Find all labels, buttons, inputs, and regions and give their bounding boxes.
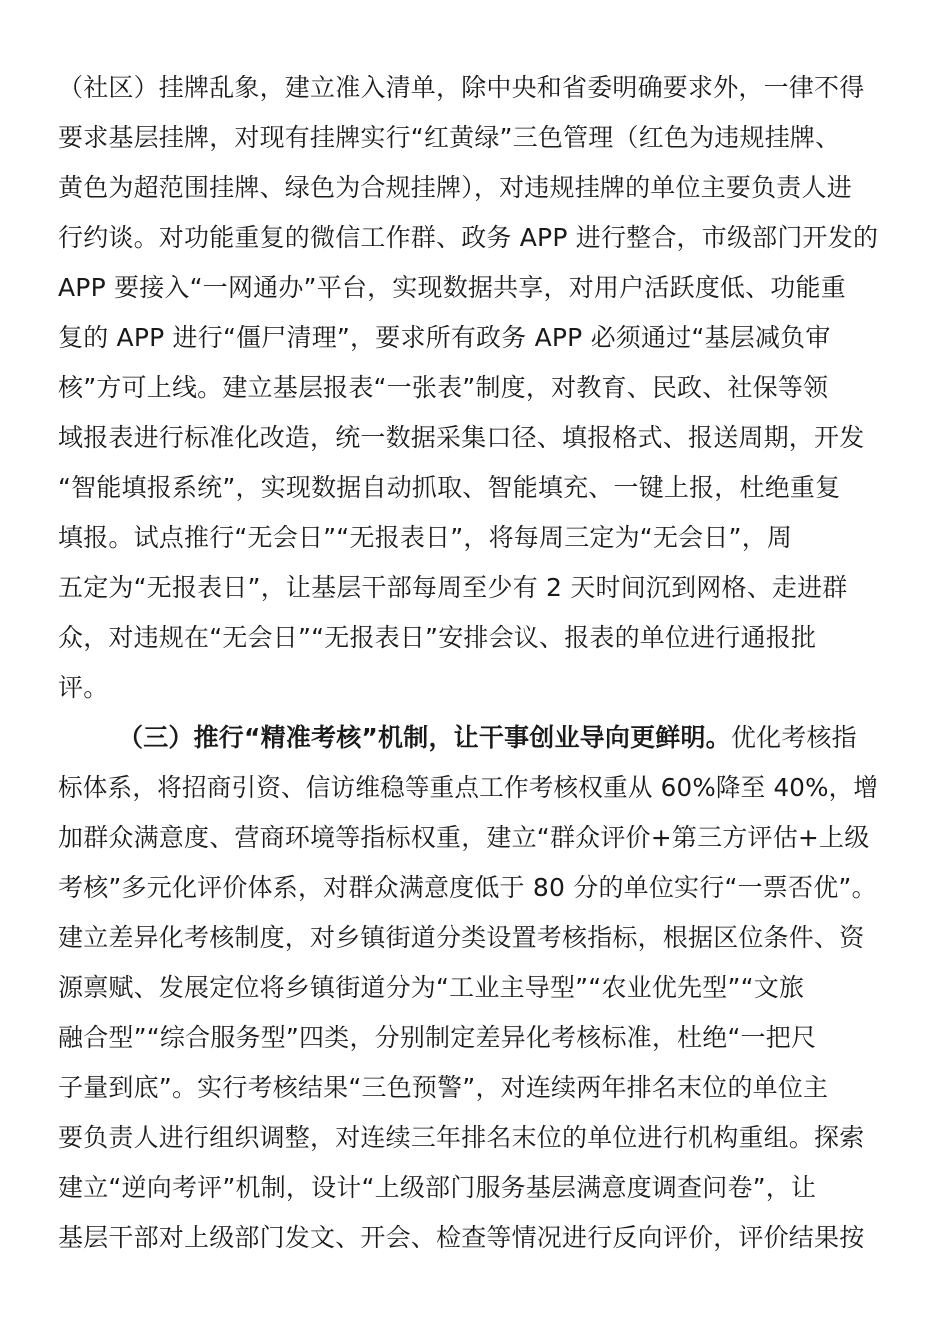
paragraph-line: 考核”多元化评价体系，对群众满意度低于 80 分的单位实行“一票否优”。 bbox=[58, 873, 877, 902]
section-heading: （三）推行“精准考核”机制，让干事创业导向更鲜明。 bbox=[118, 723, 731, 752]
paragraph-line: 评。 bbox=[58, 673, 109, 702]
paragraph-line: 融合型”“综合服务型”四类，分别制定差异化考核标准，杜绝“一把尺 bbox=[58, 1023, 817, 1052]
paragraph-line: 众，对违规在“无会日”“无报表日”安排会议、报表的单位进行通报批 bbox=[58, 623, 817, 652]
paragraph-line: 要负责人进行组织调整，对连续三年排名末位的单位进行机构重组。探索 bbox=[58, 1123, 865, 1152]
paragraph-line: 要求基层挂牌，对现有挂牌实行“红黄绿”三色管理（红色为违规挂牌、 bbox=[58, 123, 841, 152]
paragraph-line: 行约谈。对功能重复的微信工作群、政务 APP 进行整合，市级部门开发的 bbox=[58, 223, 879, 252]
paragraph-line: 加群众满意度、营商环境等指标权重，建立“群众评价+第三方评估+上级 bbox=[58, 823, 870, 852]
paragraph-line: APP 要接入“一网通办”平台，实现数据共享，对用户活跃度低、功能重 bbox=[58, 273, 846, 302]
paragraph-line: 复的 APP 进行“僵尸清理”，要求所有政务 APP 必须通过“基层减负审 bbox=[58, 323, 831, 352]
paragraph-line: 填报。试点推行“无会日”“无报表日”，将每周三定为“无会日”，周 bbox=[58, 523, 793, 552]
paragraph-line: 核”方可上线。建立基层报表“一张表”制度，对教育、民政、社保等领 bbox=[58, 373, 829, 402]
paragraph-line: 源禀赋、发展定位将乡镇街道分为“工业主导型”“农业优先型”“文旅 bbox=[58, 973, 805, 1002]
paragraph-line: 子量到底”。实行考核结果“三色预警”，对连续两年排名末位的单位主 bbox=[58, 1073, 829, 1102]
paragraph-line: （社区）挂牌乱象，建立准入清单，除中央和省委明确要求外，一律不得 bbox=[58, 73, 865, 102]
paragraph-line: 黄色为超范围挂牌、绿色为合规挂牌），对违规挂牌的单位主要负责人进 bbox=[58, 173, 852, 202]
paragraph-line: 标体系，将招商引资、信访维稳等重点工作考核权重从 60%降至 40%，增 bbox=[58, 773, 879, 802]
paragraph-line: 域报表进行标准化改造，统一数据采集口径、填报格式、报送周期，开发 bbox=[58, 423, 865, 452]
paragraph-line: “智能填报系统”，实现数据自动抓取、智能填充、一键上报，杜绝重复 bbox=[58, 473, 841, 502]
paragraph-line: 五定为“无报表日”，让基层干部每周至少有 2 天时间沉到网格、走进群 bbox=[58, 573, 848, 602]
paragraph-line: 建立差异化考核制度，对乡镇街道分类设置考核指标，根据区位条件、资 bbox=[58, 923, 865, 952]
section-heading-line bbox=[118, 713, 857, 763]
section-heading-continuation: 优化考核指 bbox=[730, 723, 857, 752]
paragraph-line: 基层干部对上级部门发文、开会、检查等情况进行反向评价，评价结果按 bbox=[58, 1223, 865, 1252]
paragraph-line: 建立“逆向考评”机制，设计“上级部门服务基层满意度调查问卷”，让 bbox=[58, 1173, 817, 1202]
